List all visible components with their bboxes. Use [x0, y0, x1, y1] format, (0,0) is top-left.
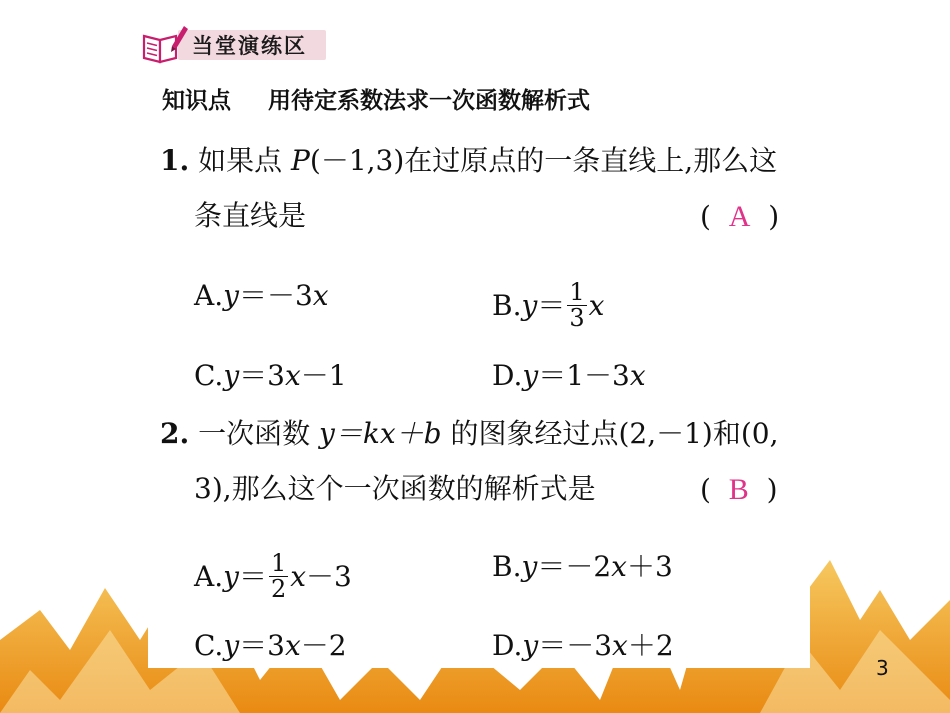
- point-variable: P: [291, 144, 310, 177]
- stem-text: 的图象经过点(2,－1)和(0,: [441, 417, 779, 450]
- question-1-line-1: [160, 144, 778, 177]
- option-1b: B.y＝ $\frac{1}{3}$ x: [492, 278, 605, 333]
- option-2d: D.y＝－3x＋2: [492, 629, 674, 662]
- option-1c: C.y＝3x－1: [194, 359, 347, 392]
- page-number: 3: [876, 656, 889, 680]
- stem-text: (－1,3)在过原点的一条直线上,那么这: [309, 144, 778, 177]
- fraction: $\frac{1}{2}$: [270, 549, 287, 604]
- section-header: [138, 22, 338, 66]
- question-number: 1.: [160, 144, 190, 177]
- answer-text: A: [728, 200, 751, 233]
- knowledge-point-text: 用待定系数法求一次函数解析式: [268, 88, 590, 114]
- answer-bracket-1: ( A ): [700, 200, 780, 233]
- answer-bracket-2: ( B ): [700, 473, 778, 506]
- fraction: $\frac{1}{3}$: [569, 278, 585, 333]
- question-2-line-2: 3),那么这个一次函数的解析式是: [194, 472, 596, 505]
- question-2-line-1: [160, 417, 779, 450]
- question-number: 2.: [160, 417, 190, 450]
- function-expression: y＝kx＋b: [319, 417, 442, 450]
- stem-text: 一次函数: [198, 417, 320, 450]
- knowledge-point-label: 知识点: [162, 88, 231, 114]
- option-1a: A.y＝－3x: [194, 279, 329, 312]
- question-1-line-2: 条直线是: [194, 199, 307, 232]
- option-2a: A.y＝ $\frac{1}{2}$ x－3: [194, 549, 352, 604]
- option-2b: B.y＝－2x＋3: [492, 550, 673, 583]
- header-title: 当堂演练区: [192, 34, 307, 58]
- book-pencil-icon: [138, 22, 190, 66]
- answer-text: B: [728, 473, 749, 506]
- option-1d: D.y＝1－3x: [492, 359, 646, 392]
- option-2c: C.y＝3x－2: [194, 629, 347, 662]
- stem-text: 如果点: [198, 144, 292, 177]
